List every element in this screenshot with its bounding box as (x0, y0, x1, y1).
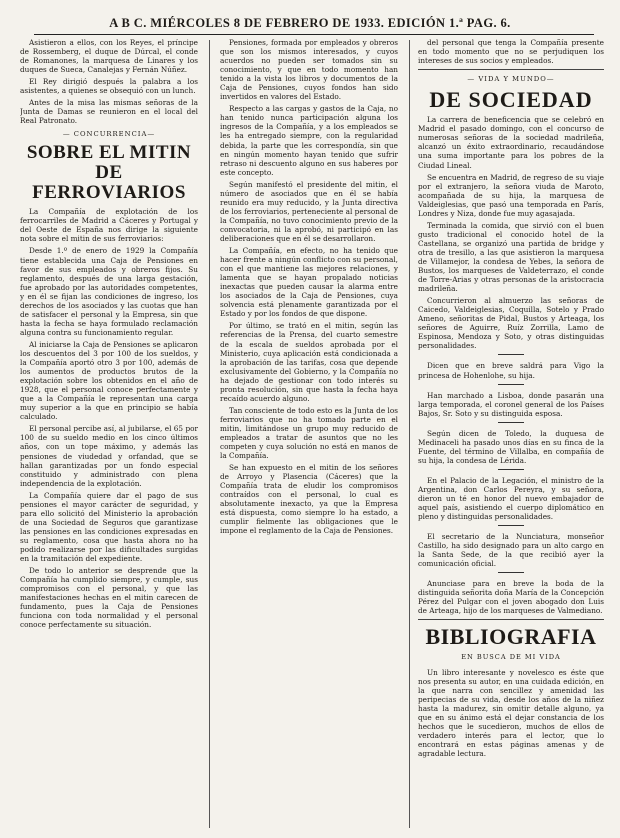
paragraph: La Compañía quiere dar el pago de sus pensiones el mayor carácter de seguridad, y para ello solicitó del Ministerio la aprobación de una Sociedad de Seguros que garantizase las pensiones en las condiciones expresadas en su reglamento, cosa que hasta ahora no ha podido realizarse por las dificultades surgidas en la tramitación del expediente. (20, 490, 198, 564)
section-label: — CONCURRENCIA — (20, 130, 198, 139)
article-headline: SOBRE EL MITIN DE FERROVIARIOS (26, 142, 192, 204)
book-title: EN BUSCA DE MI VIDA (461, 652, 561, 661)
column-1 (20, 38, 198, 830)
paragraph: Un libro interesante y novelesco es éste que nos presenta su autor, en una cuidada edición, en la que narra con sencillez y amenidad las peripecias de su vida, desde los años de la niñez hasta la madurez, sin omitir detalle alguno, ya que en su ánimo está el dejar constancia de los hechos que le sucedieron, muchos de ellos de verdadero interés para el lector, que lo encontrará en estas páginas amenas y de agradable lectura. (418, 667, 604, 759)
paragraph: Según manifestó el presidente del mitin, el número de asociados que en él se había reunido era muy reducido, y la Junta directiva de los ferroviarios, perteneciente al personal de la Compañía, no tuvo conocimiento previo de la convocatoria, ni la aprobó, ni participó en las deliberaciones que en él se desarrollaron. (220, 179, 398, 243)
column-divider-1 (209, 40, 210, 828)
running-head: A B C. MIÉRCOLES 8 DE FEBRERO DE 1933. EDICIÓN 1.ª PAG. 6. (109, 16, 511, 30)
bibliography-headline: BIBLIOGRAFIA (425, 624, 597, 650)
paragraph: La Compañía, en efecto, no ha tenido que hacer frente a ningún conflicto con su personal, con el que mantiene las mejores relaciones, y lamenta que se hayan propalado noticias inexactas que pueden causar la alarma entre los asociados de la Caja de Pensiones, cuya solvencia está plenamente garantizada por el Estado y por los fondos de que dispone. (220, 246, 398, 319)
header-rule (34, 34, 594, 35)
section-rule (418, 69, 604, 70)
paragraph: Han marchado a Lisboa, donde pasarán una larga temporada, el coronel general de los Países Bajos, Sr. Soto y su distinguida esposa. (418, 390, 604, 418)
paragraph: Se han expuesto en el mitin de los señores de Arroyo y Plasencia (Cáceres) que la Compañía trata de eludir los compromisos contraídos con el personal, lo cual es absolutamente inexacto, ya que la Empresa está dispuesta, como siempre lo ha estado, a cumplir fielmente las obligaciones que le impone el reglamento de la Caja de Pensiones. (220, 463, 398, 536)
paragraph: Concurrieron al almuerzo las señoras de Caicedo, Valdeiglesias, Coquilla, Sotelo y Prado Ameno, señoritas de Pidal, Bustos y Arteaga, los señores de Aguirre, Ruíz Zorrilla, Lamo de Espinosa, Mendoza y Soto, y otras distinguidas personalidades. (418, 296, 604, 351)
section-rule (418, 619, 604, 620)
paragraph: Por último, se trató en el mitin, según las referencias de la Prensa, del cuarto semestre de la escala de sueldos aprobada por el Ministerio, cuya aplicación está condicionada a la aprobación de las tarifas, cosa que depende exclusivamente del Gobierno, y la Compañía no ha dejado de gestionar con todo interés su pronta resolución, sin que hasta la fecha haya recaído acuerdo alguno. (220, 321, 398, 403)
society-headline: DE SOCIEDAD (429, 87, 593, 113)
paragraph: El secretario de la Nunciatura, monseñor Castillo, ha sido designado para un alto cargo en la Santa Sede, de la que recibió ayer la comunicación oficial. (418, 532, 604, 569)
paragraph: Antes de la misa las mismas señoras de la Junta de Damas se reunieron en el local del Real Patronato. (20, 98, 198, 126)
item-divider (498, 469, 524, 470)
paragraph: del personal que tenga la Compañía presente en todo momento que no se perjudiquen los intereses de sus socios y empleados. (418, 38, 604, 66)
item-divider (498, 525, 524, 526)
paragraph: La Compañía de explotación de los ferrocarriles de Madrid a Cáceres y Portugal y del Oeste de España nos dirige la siguiente nota sobre el mitin de sus ferroviarios: (20, 207, 198, 244)
paragraph: El personal percibe así, al jubilarse, el 65 por 100 de su sueldo medio en los cinco últimos años, con un tope máximo, y además las pensiones de viudedad y orfandad, que se hallan garantizadas por un fondo especial constituido y administrado con plena independencia de la explotación. (20, 424, 198, 488)
item-divider (498, 422, 524, 423)
paragraph: Asistieron a ellos, con los Reyes, el príncipe de Rossemberg, el duque de Dúrcal, el conde de Romanones, la marquesa de Linares y los duques de Sueca, Canalejas y Fernán Núñez. (20, 38, 198, 75)
paragraph: Pensiones, formada por empleados y obreros que son los mismos interesados, y cuyos acuerdos no pueden ser tomados sin su conocimiento, y que en todo momento han tenido a la vista los libros y documentos de la Caja de Pensiones, cuyos fondos han sido invertidos en valores del Estado. (220, 38, 398, 102)
paragraph: Al iniciarse la Caja de Pensiones se aplicaron los descuentos del 3 por 100 de los sueldos, y la Compañía aportó otro 3 por 100, además de los aumentos de productos brutos de la explotación sobre los obtenidos en el año de 1928, que el personal conoce perfectamente y que a la Compañía le representan una carga muy superior a la que en principio se había calculado. (20, 339, 198, 422)
paragraph: Dicen que en breve saldrá para Vigo la princesa de Hohenlohe, su hija. (418, 361, 604, 380)
paragraph: Respecto a las cargas y gastos de la Caja, no han tenido nunca participación alguna los ingresos de la Compañía, y a los empleados se les ha entregado siempre, con la regularidad debida, la parte que les correspondía, sin que en ningún momento hayan tenido que sufrir retraso ni descuento alguno en sus haberes por este concepto. (220, 104, 398, 177)
section-label: — VIDA Y MUNDO — (418, 75, 604, 84)
paragraph: De todo lo anterior se desprende que la Compañía ha cumplido siempre, y cumple, sus compromisos con el personal, y que las manifestaciones hechas en el mitin carecen de fundamento, pues la Caja de Pensiones funciona con toda normalidad y el personal conoce perfectamente su situación. (20, 566, 198, 630)
column-2 (220, 38, 398, 830)
column-3 (418, 38, 604, 830)
paragraph: Desde 1.º de enero de 1929 la Compañía tiene establecida una Caja de Pensiones en favor de sus empleados y obreros fijos. Su reglamento, después de una larga gestación, fue aprobado por las autoridades competentes, y en él se fijan las condiciones de ingreso, los derechos de los asociados y las cuotas que han de satisfacer el personal y la Empresa, sin que hasta la fecha se haya formulado reclamación alguna contra su funcionamiento regular. (20, 246, 198, 337)
paragraph: Tan consciente de todo esto es la Junta de los ferroviarios que no ha tomado parte en el mitin, limitándose un grupo muy reducido de empleados a tratar de asuntos que no les competen y cuya solución no está en manos de la Compañía. (220, 405, 398, 461)
paragraph: La carrera de beneficencia que se celebró en Madrid el pasado domingo, con el concurso de numerosas señoras de la sociedad madrileña, alcanzó un éxito extraordinario, recaudándose una suma importante para los pobres de la Ciudad Lineal. (418, 115, 604, 170)
item-divider (498, 384, 524, 385)
column-divider-2 (409, 40, 410, 828)
paragraph: Anunciase para en breve la boda de la distinguida señorita doña María de la Concepción Pérez del Pulgar con el joven abogado don Luis de Arteaga, hijo de los marqueses de Valmediano. (418, 579, 604, 616)
paragraph: El Rey dirigió después la palabra a los asistentes, a quienes se obsequió con un lunch. (20, 77, 198, 96)
paragraph: En el Palacio de la Legación, el ministro de la Argentina, don Carlos Pereyra, y su señora, dieron un té en honor del nuevo embajador de aquel país, asistiendo el cuerpo diplomático en pleno y distinguidas personalidades. (418, 475, 604, 522)
paragraph: Se encuentra en Madrid, de regreso de su viaje por el extranjero, la señora viuda de Maroto, acompañada de su hija, la marquesa de Valdeiglesias, que pasó una temporada en París, Londres y Niza, donde fue muy agasajada. (418, 172, 604, 218)
item-divider (498, 354, 524, 355)
paragraph: Terminada la comida, que sirvió con el buen gusto tradicional el conocido hotel de la Castellana, se organizó una partida de bridge y otra de tresillo, a las que asistieron la marquesa de Villamejor, la condesa de Yebes, la señora de Bustos, los marqueses de Valdeterrazo, el conde de Torre-Arias y otras personas de la aristocracia madrileña. (418, 220, 604, 294)
paragraph: Según dicen de Toledo, la duquesa de Medinaceli ha pasado unos días en su finca de la Fuente, del término de Villalba, en compañía de su hija, la condesa de Lérida. (418, 428, 604, 465)
item-divider (498, 572, 524, 573)
